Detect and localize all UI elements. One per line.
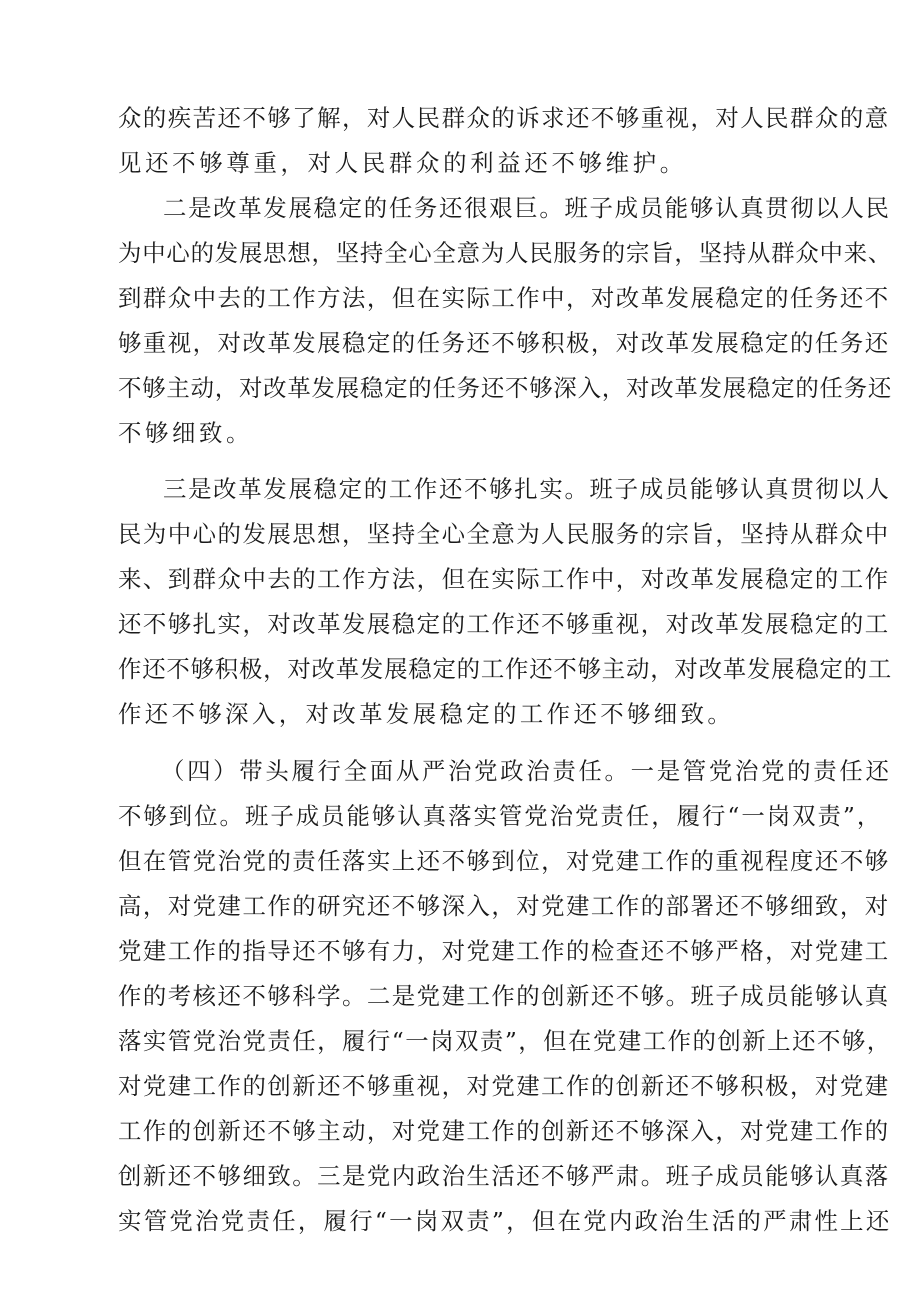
text-line: 见还不够尊重，对人民群众的利益还不够维护。 [118,149,687,177]
text-line: 创新还不够细致。三是党内政治生活还不够严肃。班子成员能够认真落 [118,1162,890,1190]
text-line: 作还不够深入，对改革发展稳定的工作还不够细致。 [118,700,735,728]
text-line: 党建工作的指导还不够有力，对党建工作的检查还不够严格，对党建工 [118,937,890,965]
text-line: 不够主动，对改革发展稳定的任务还不够深入，对改革发展稳定的任务还 [118,374,893,402]
text-line: 二是改革发展稳定的任务还很艰巨。班子成员能够认真贯彻以人民 [163,194,891,222]
text-line: 来、到群众中去的工作方法，但在实际工作中，对改革发展稳定的工作 [118,565,890,593]
text-line: 对党建工作的创新还不够重视，对党建工作的创新还不够积极，对党建 [118,1072,890,1100]
text-line: 为中心的发展思想，坚持全心全意为人民服务的宗旨，坚持从群众中来、 [118,239,893,267]
text-line: 众的疾苦还不够了解，对人民群众的诉求还不够重视，对人民群众的意 [118,104,890,132]
text-line: 三是改革发展稳定的工作还不够扎实。班子成员能够认真贯彻以人 [163,475,891,503]
text-line: 但在管党治党的责任落实上还不够到位，对党建工作的重视程度还不够 [118,847,890,875]
text-line: （四）带头履行全面从严治党政治责任。一是管党治党的责任还 [161,757,892,785]
text-line: 高，对党建工作的研究还不够深入，对党建工作的部署还不够细致，对 [118,892,890,920]
text-line: 到群众中去的工作方法，但在实际工作中，对改革发展稳定的任务还不 [118,284,890,312]
text-line: 作还不够积极，对改革发展稳定的工作还不够主动，对改革发展稳定的工 [118,655,893,683]
text-line: 实管党治党责任，履行“一岗双责”，但在党内政治生活的严肃性上还 [118,1207,892,1235]
text-line: 不够细致。 [118,419,253,447]
text-line: 民为中心的发展思想，坚持全心全意为人民服务的宗旨，坚持从群众中 [118,520,890,548]
text-line: 工作的创新还不够主动，对党建工作的创新还不够深入，对党建工作的 [118,1117,890,1145]
text-line: 作的考核还不够科学。二是党建工作的创新还不够。班子成员能够认真 [118,982,890,1010]
text-line: 够重视，对改革发展稳定的任务还不够积极，对改革发展稳定的任务还 [118,329,890,357]
text-line: 落实管党治党责任，履行“一岗双责”，但在党建工作的创新上还不够， [118,1027,892,1055]
text-line: 不够到位。班子成员能够认真落实管党治党责任，履行“一岗双责”， [118,802,883,830]
text-line: 还不够扎实，对改革发展稳定的工作还不够重视，对改革发展稳定的工 [118,610,890,638]
